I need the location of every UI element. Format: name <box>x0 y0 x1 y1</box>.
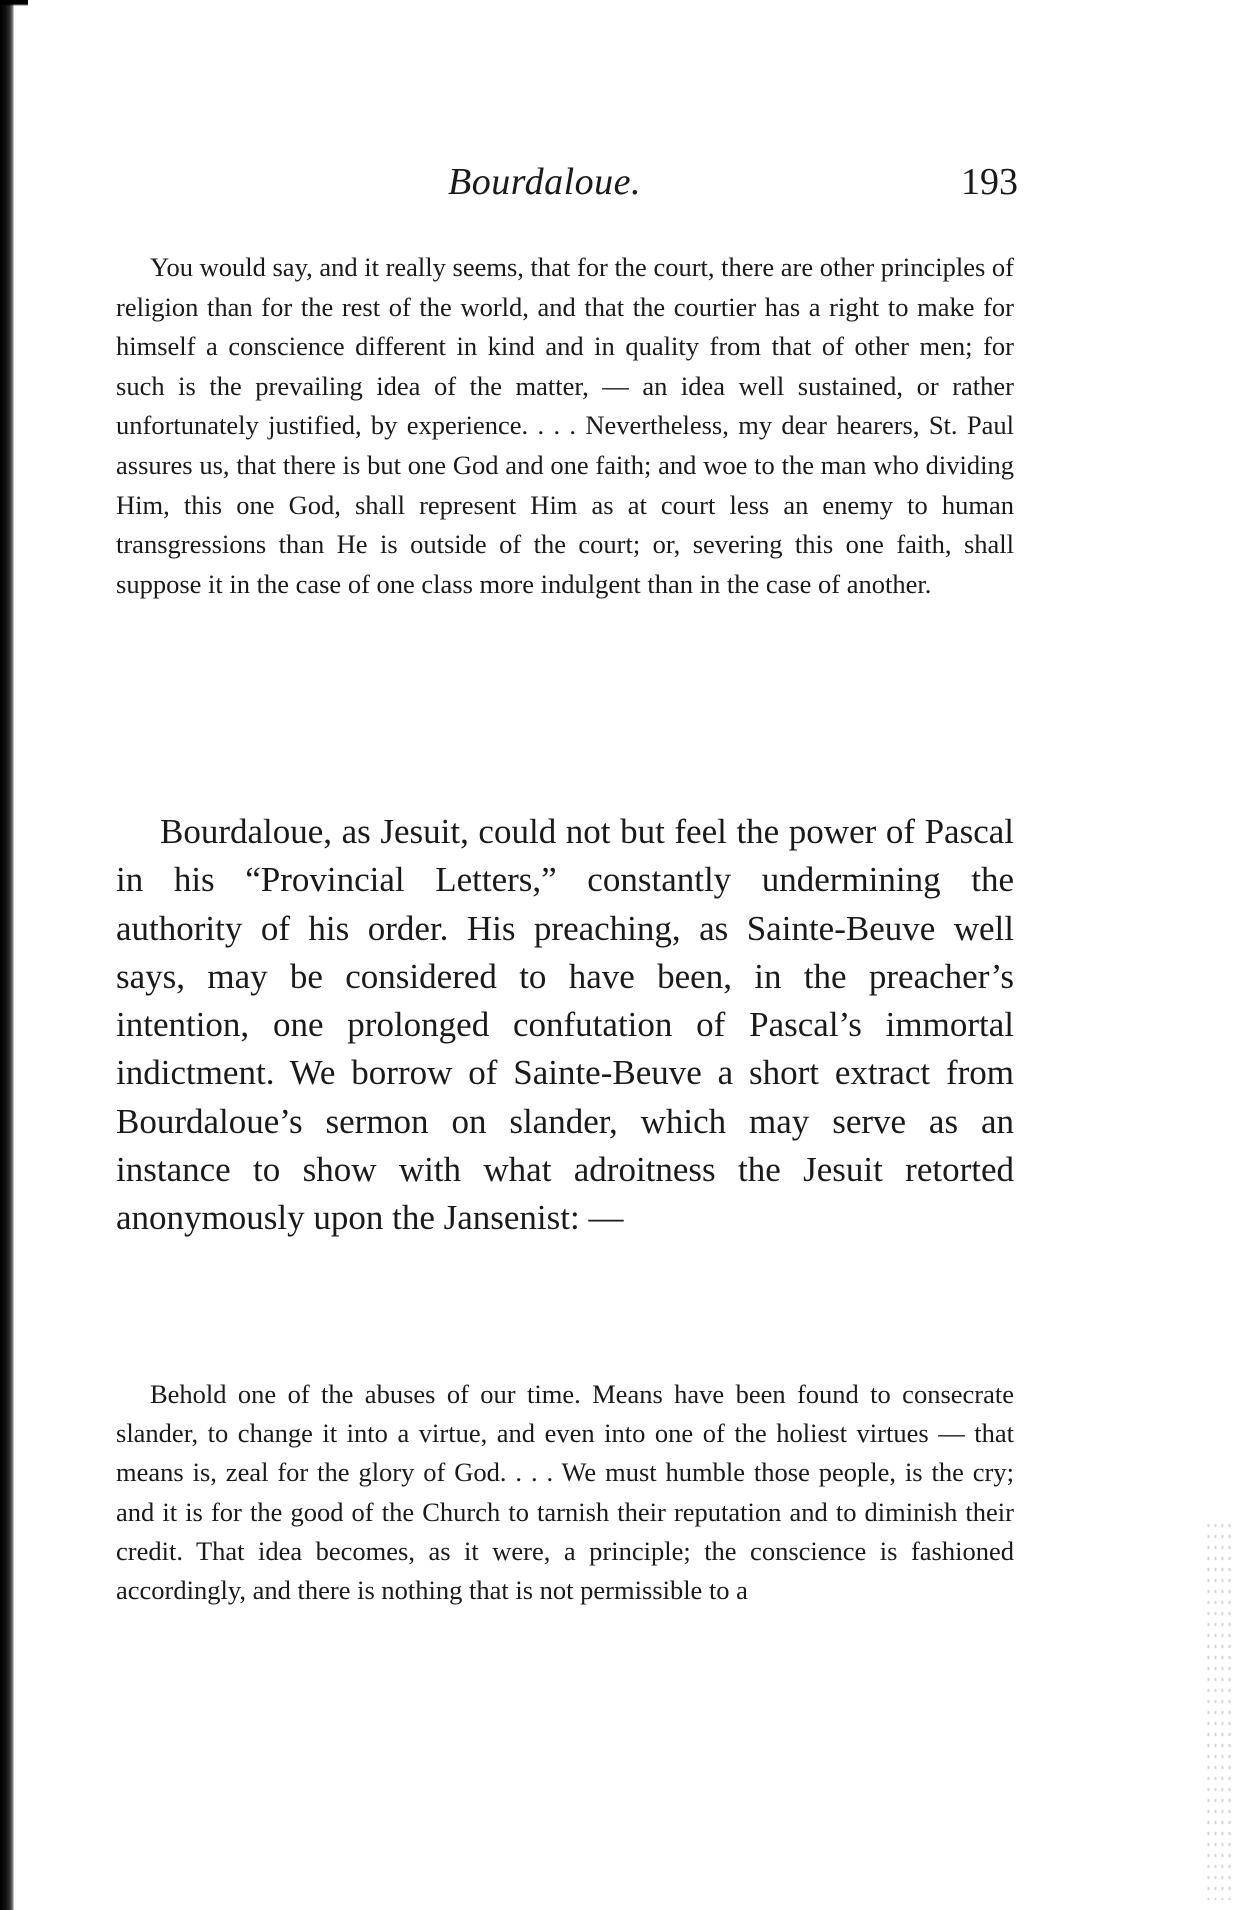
quote-paragraph: You would say, and it really seems, that for the court, there are other principles of religion than for the rest of the world, and that the courtier has a right to make for himself a conscience different in kind and in quality from that of other men; for such is the prevailing idea of the matter, — an idea well sustained, or rather unfortunately justified, by experience. . . . Nevertheless, my dear hearers, St. Paul assures us, that there is but one God and one faith; and woe to the man who dividing Him, this one God, shall represent Him as at court less an enemy to human transgressions than He is outside of the court; or, severing this one faith, shall suppose it in the case of one class more indulgent than in the case of another. <box>116 252 1014 599</box>
running-header <box>118 160 1018 210</box>
block-quote-slander <box>116 1375 1014 1610</box>
body-paragraph: Bourdaloue, as Jesuit, could not but feel the power of Pascal in his “Provincial Letters,” constantly undermining the authority of his order. His preaching, as Sainte-Beuve well says, may be considered to have been, in the preacher’s intention, one prolonged confutation of Pascal’s immortal indictment. We borrow of Sainte-Beuve a short extract from Bourdaloue’s sermon on slander, which may serve as an instance to show with what adroitness the Jesuit retorted anonymously upon the Jansenist: — <box>116 812 1014 1238</box>
quote-paragraph: Behold one of the abuses of our time. Means have been found to consecrate slander, to change it into a virtue, and even into one of the holiest virtues — that means is, zeal for the glory of God. . . . We must humble those people, is the cry; and it is for the good of the Church to tarnish their reputation and to diminish their credit. That idea becomes, as it were, a principle; the conscience is fashioned accordingly, and there is nothing that is not permissible to a <box>116 1379 1014 1606</box>
main-paragraph <box>116 808 1014 1243</box>
block-quote-court <box>116 248 1014 604</box>
page-corner-shadow <box>0 0 28 30</box>
scan-noise <box>1205 1520 1235 1900</box>
running-title: Bourdaloue. <box>448 161 642 203</box>
page-binding-edge <box>0 0 14 1910</box>
page-number: 193 <box>961 161 1018 203</box>
